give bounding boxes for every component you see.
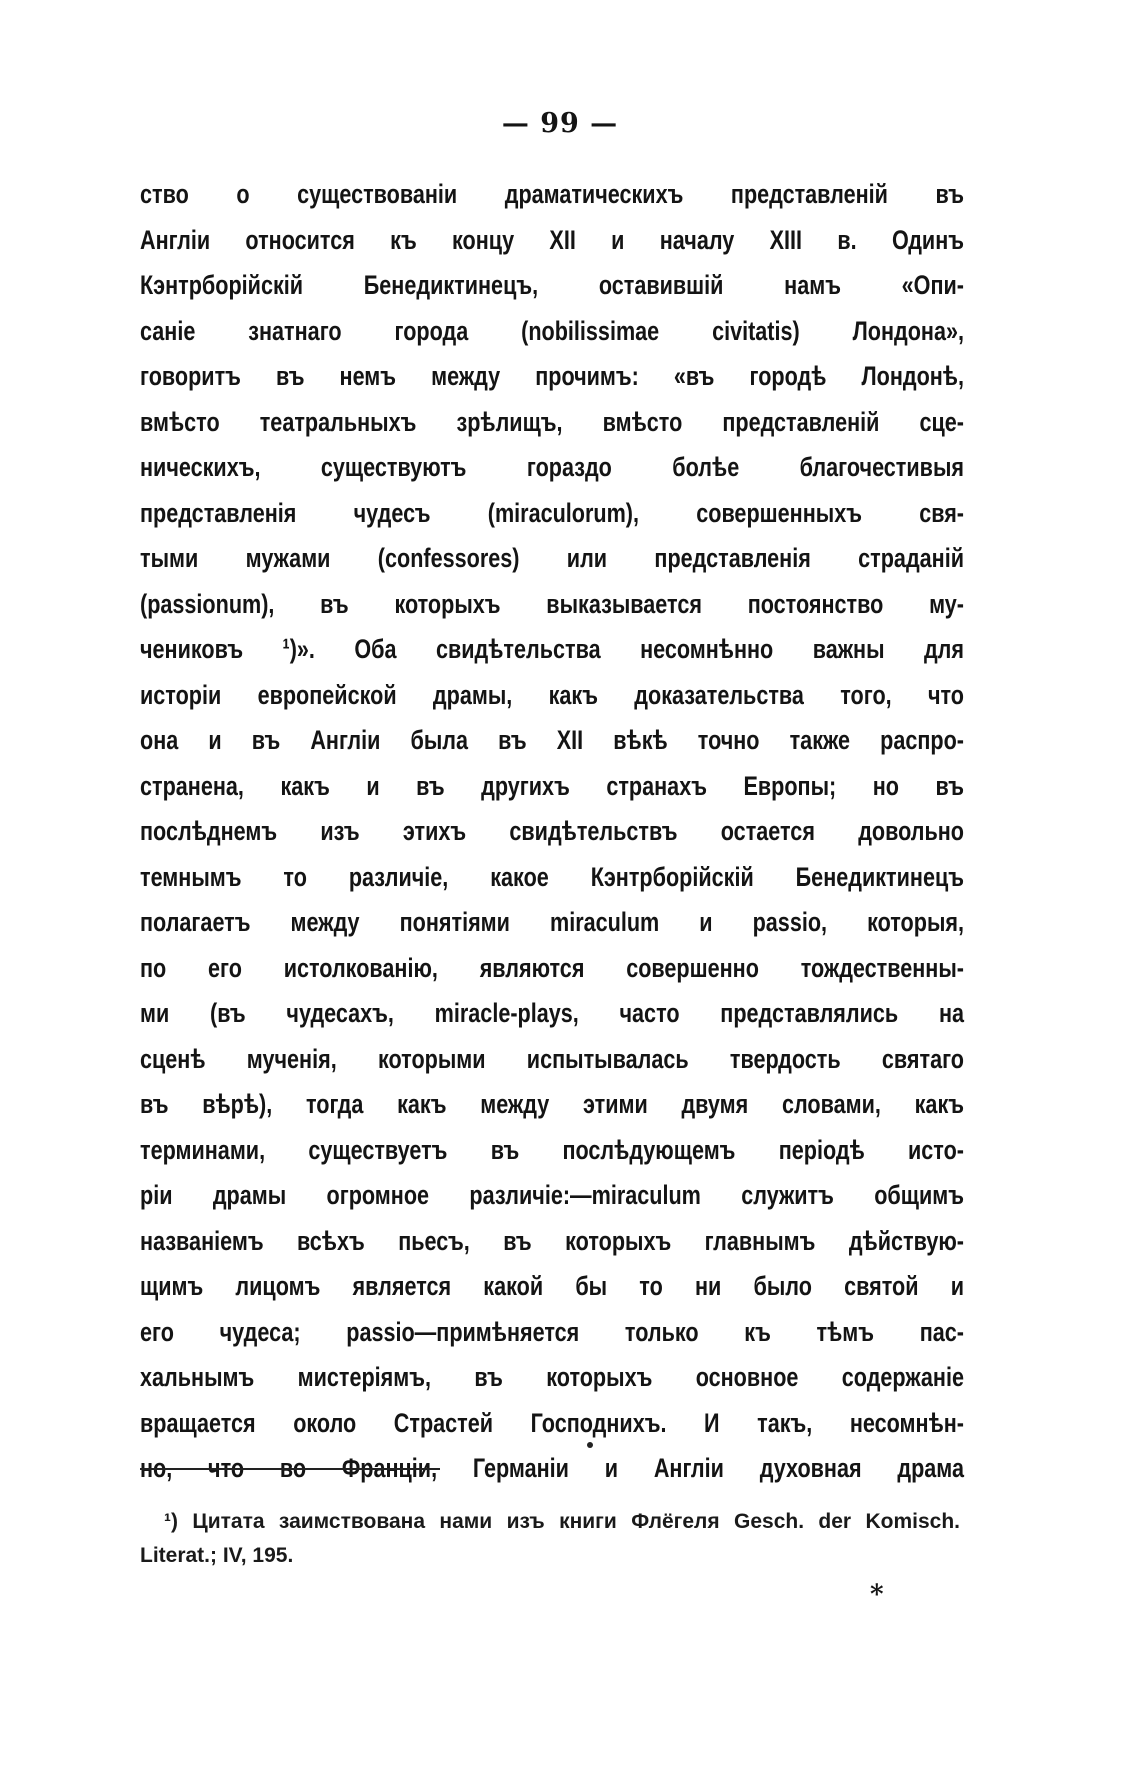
text-line: саніе знатнаго города (nobilissimae civitatis) Лондона»,	[140, 315, 964, 346]
footnote-line: ¹) Цитата заимствована нами изъ книги Флёгеля Gesch. der Komisch.	[164, 1510, 960, 1533]
text-line: вращается около Страстей Господнихъ. И такъ, несомнѣн-	[140, 1407, 964, 1438]
text-line: представленія чудесъ (miraculorum), совершенныхъ свя-	[140, 497, 964, 528]
text-line: темнымъ то различіе, какое Кэнтрборійскій Бенедиктинецъ	[140, 861, 964, 892]
body-text	[140, 172, 964, 1492]
text-line: ническихъ, существуютъ гораздо болѣе благочестивыя	[140, 452, 964, 482]
text-line: въ вѣрѣ), тогда какъ между этими двумя словами, какъ	[140, 1089, 964, 1119]
text-line: послѣднемъ изъ этихъ свидѣтельствъ остается довольно	[140, 816, 964, 846]
text-line: ство о существованіи драматическихъ представленій въ	[140, 179, 964, 209]
footnote-rule	[140, 1468, 440, 1470]
text-line: Англіи относится къ концу XII и началу XIII в. Одинъ	[140, 224, 964, 255]
text-line: терминами, существуетъ въ послѣдующемъ періодѣ исто-	[140, 1134, 964, 1165]
text-line: но, что во Франціи, Германіи и Англіи духовная драма	[140, 1453, 964, 1483]
text-line: вмѣсто театральныхъ зрѣлищъ, вмѣсто представленій сце-	[140, 406, 964, 437]
text-line: тыми мужами (confessores) или представленія страданій	[140, 543, 964, 573]
text-line: она и въ Англіи была въ XII вѣкѣ точно также распро-	[140, 725, 964, 755]
asterisk-mark: *	[870, 1580, 884, 1610]
text-line: полагаетъ между понятіями miraculum и passio, которыя,	[140, 907, 964, 937]
page-number: — 99 —	[501, 108, 619, 139]
text-line: ми (въ чудесахъ, miracle-plays, часто представлялись на	[140, 998, 964, 1028]
text-line: странена, какъ и въ другихъ странахъ Европы; но въ	[140, 770, 964, 801]
ink-dot	[587, 1442, 593, 1448]
text-line: (passionum), въ которыхъ выказывается постоянство му-	[140, 588, 964, 619]
text-line: щимъ лицомъ является какой бы то ни было святой и	[140, 1271, 964, 1301]
text-line: названіемъ всѣхъ пьесъ, въ которыхъ главнымъ дѣйствую-	[140, 1225, 964, 1256]
footnote	[140, 1505, 960, 1573]
text-line: говоритъ въ немъ между прочимъ: «въ городѣ Лондонѣ,	[140, 361, 964, 391]
text-line: сценѣ мученія, которыми испытывалась твердость святаго	[140, 1043, 964, 1074]
text-line: Кэнтрборійскій Бенедиктинецъ, оставившій намъ «Опи-	[140, 270, 964, 300]
text-line: исторіи европейской драмы, какъ доказательства того, что	[140, 679, 964, 710]
text-line: его чудеса; passio—примѣняется только къ тѣмъ пас-	[140, 1316, 964, 1347]
text-line: ріи драмы огромное различіе:—miraculum служитъ общимъ	[140, 1180, 964, 1210]
text-line: хальнымъ мистеріямъ, въ которыхъ основное содержаніе	[140, 1362, 964, 1392]
footnote-line: Literat.; IV, 195.	[140, 1544, 294, 1567]
text-line: чениковъ ¹)». Оба свидѣтельства несомнѣнно важны для	[140, 634, 964, 664]
text-line: по его истолкованію, являются совершенно тождественны-	[140, 952, 964, 983]
